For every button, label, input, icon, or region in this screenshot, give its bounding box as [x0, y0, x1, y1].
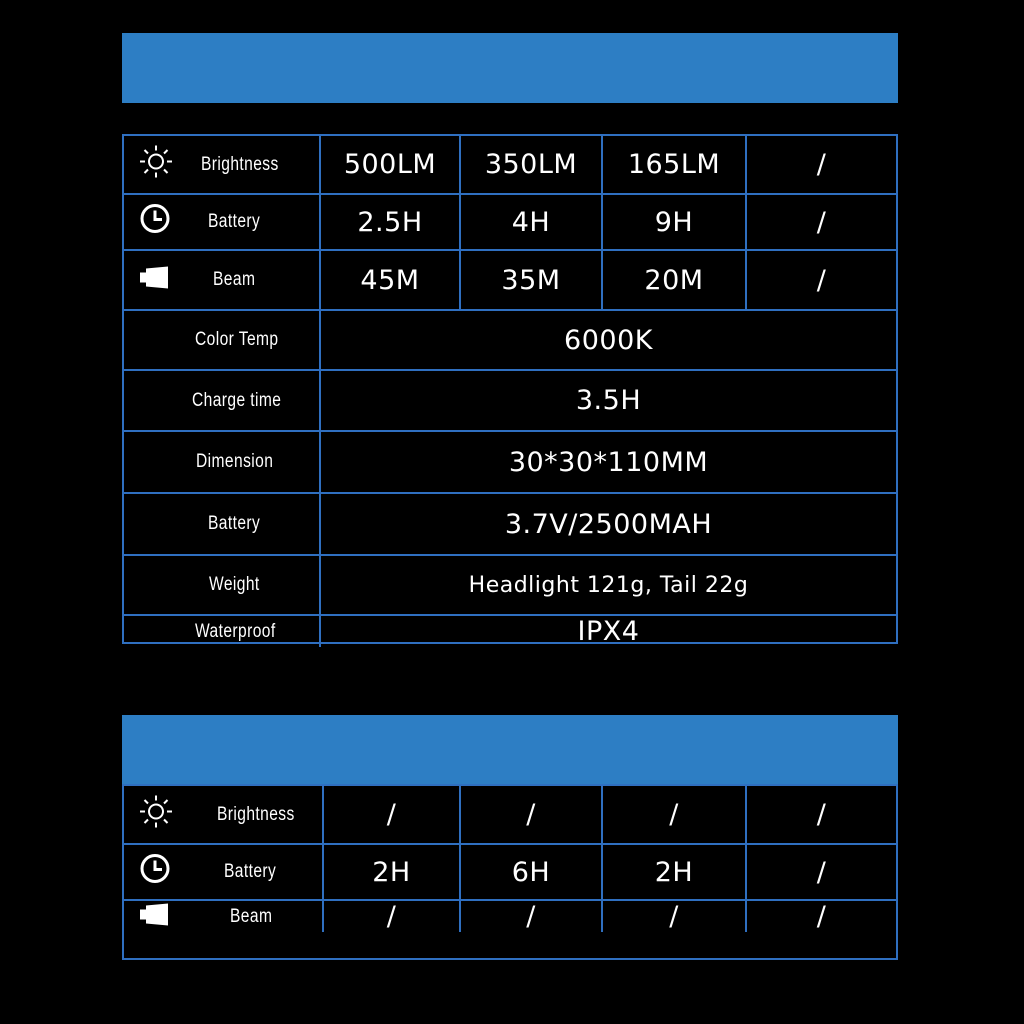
value-cell: /: [322, 786, 459, 843]
value-cell: 4H: [459, 195, 601, 249]
spec-value: 30*30*110MM: [319, 432, 896, 492]
row-label-text: Beam: [213, 269, 256, 290]
beam-icon: [140, 265, 168, 296]
row-label-text: Brightness: [201, 153, 279, 175]
table-row: [124, 309, 896, 369]
sun-icon: [138, 143, 174, 186]
clock-icon: [138, 852, 172, 893]
table-row: [124, 786, 896, 843]
value-cell: 35M: [459, 251, 601, 309]
value-cell: /: [745, 901, 896, 932]
spec-table-2: [122, 715, 898, 960]
spec-label: [124, 556, 319, 614]
table-2-header-bar: [122, 715, 898, 785]
spec-label-text: Dimension: [196, 451, 274, 472]
table-row: [124, 193, 896, 249]
row-label-battery: [124, 845, 322, 899]
table-2-grid: [122, 784, 898, 960]
spec-label-text: Waterproof: [195, 620, 276, 642]
table-row: [124, 430, 896, 492]
value-cell: /: [745, 786, 896, 843]
spec-value: 3.5H: [319, 371, 896, 430]
row-label-brightness: [124, 136, 319, 193]
table-row: [124, 492, 896, 554]
table-1-grid: [122, 134, 898, 647]
value-cell: /: [745, 136, 896, 193]
value-cell: 2.5H: [319, 195, 459, 249]
sun-icon: [138, 793, 174, 836]
table-row: [124, 136, 896, 193]
value-cell: /: [459, 786, 601, 843]
value-cell: 350LM: [459, 136, 601, 193]
value-cell: 9H: [601, 195, 745, 249]
beam-icon: [140, 901, 168, 932]
value-cell: 165LM: [601, 136, 745, 193]
spec-label: [124, 432, 319, 492]
row-label-text: Brightness: [217, 803, 295, 825]
spec-table-1: [122, 33, 898, 647]
value-cell: 2H: [601, 845, 745, 899]
spec-label-text: Battery: [208, 513, 261, 534]
spec-label-text: Weight: [209, 574, 260, 595]
row-label-beam: [124, 901, 322, 932]
spec-label: [124, 494, 319, 554]
row-label-brightness: [124, 786, 322, 843]
table-row: [124, 843, 896, 899]
value-cell: /: [745, 845, 896, 899]
table-1-header-bar: [122, 33, 898, 103]
row-label-text: Battery: [224, 861, 277, 882]
spec-label: [124, 311, 319, 369]
table-row: [124, 249, 896, 309]
value-cell: /: [601, 786, 745, 843]
table-row: [124, 614, 896, 647]
value-cell: /: [601, 901, 745, 932]
row-label-text: Battery: [208, 211, 261, 232]
value-cell: 20M: [601, 251, 745, 309]
spec-value: Headlight 121g, Tail 22g: [319, 556, 896, 614]
table-row: [124, 369, 896, 430]
clock-icon: [138, 202, 172, 243]
value-cell: /: [745, 195, 896, 249]
spec-value: IPX4: [319, 616, 896, 647]
value-cell: 500LM: [319, 136, 459, 193]
spec-label-text: Charge time: [192, 389, 282, 411]
value-cell: 45M: [319, 251, 459, 309]
value-cell: 6H: [459, 845, 601, 899]
value-cell: 2H: [322, 845, 459, 899]
table-row: [124, 899, 896, 932]
spec-label: [124, 616, 319, 647]
row-label-beam: [124, 251, 319, 309]
spec-value: 6000K: [319, 311, 896, 369]
value-cell: /: [322, 901, 459, 932]
row-label-text: Beam: [230, 905, 273, 927]
spec-label: [124, 371, 319, 430]
value-cell: /: [745, 251, 896, 309]
row-label-battery: [124, 195, 319, 249]
spec-value: 3.7V/2500MAH: [319, 494, 896, 554]
value-cell: /: [459, 901, 601, 932]
spec-label-text: Color Temp: [195, 329, 279, 350]
table-row: [124, 554, 896, 614]
